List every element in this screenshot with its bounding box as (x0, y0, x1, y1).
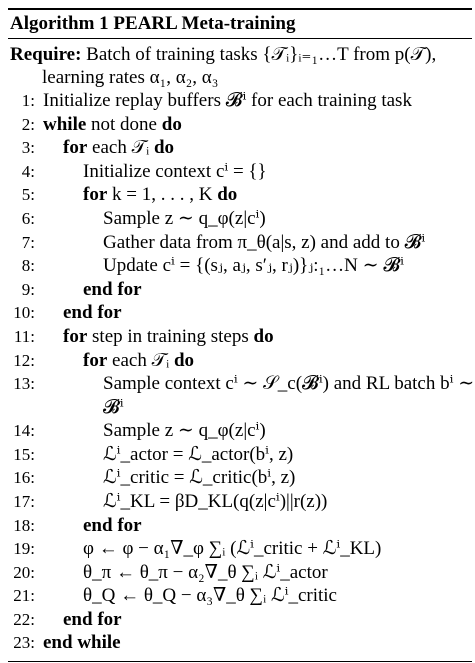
line-text (63, 301, 122, 325)
keyword: do (253, 325, 274, 347)
line-text (83, 514, 142, 538)
statement: Sample context cⁱ ∼ 𝒮_c(𝓑ⁱ) and RL batch bⁱ ∼ (103, 373, 475, 395)
line-number: 5: (21, 185, 35, 205)
statement: each 𝒯ᵢ (87, 137, 154, 159)
line-number: 2: (21, 114, 35, 134)
keyword: end for (63, 302, 122, 324)
keyword: end for (83, 278, 142, 300)
algorithm-line (8, 160, 472, 184)
require-line-1: Batch of training tasks {𝒯ᵢ}ᵢ₌₁…T from p(𝒯), (86, 44, 437, 65)
statement: not done (86, 113, 162, 135)
require-section (8, 43, 472, 89)
line-text (83, 584, 337, 608)
keyword: for (63, 325, 88, 347)
algorithm-line (8, 278, 472, 302)
keyword: for (63, 137, 88, 159)
algorithm-line (8, 349, 472, 373)
require-line-2: learning rates α₁, α₂, α₃ (42, 67, 219, 88)
algorithm-line (8, 490, 472, 514)
line-text (83, 160, 267, 184)
statement: Sample z ∼ q_φ(z|cⁱ) (103, 207, 266, 229)
bottom-rule (8, 661, 472, 662)
algorithm-line (8, 561, 472, 585)
line-text (63, 325, 274, 349)
statement: θ_Q ← θ_Q − α₃∇_θ ∑ᵢ ℒⁱ_critic (83, 585, 337, 607)
statement: Initialize context cⁱ = {} (83, 160, 267, 182)
line-text (83, 278, 142, 302)
algorithm-lines (8, 89, 475, 655)
line-number: 9: (21, 279, 35, 299)
line-number: 18: (13, 515, 35, 535)
statement: Update cⁱ = {(sⱼ, aⱼ, s′ⱼ, rⱼ)}ⱼ:₁…N ∼ 𝓑ⁱ (103, 255, 404, 277)
algorithm-line (8, 231, 472, 255)
line-text (63, 136, 174, 160)
algorithm-line (8, 631, 472, 655)
line-text (103, 207, 266, 231)
require-keyword: Require: (10, 44, 82, 65)
algorithm-line (8, 537, 472, 561)
algorithm-line (8, 183, 472, 207)
algorithm-line (8, 466, 472, 490)
algorithm-line (8, 584, 472, 608)
line-number: 19: (13, 539, 35, 559)
statement: ℒⁱ_actor = ℒ_actor(bⁱ, z) (103, 443, 294, 465)
algorithm-line (8, 89, 472, 113)
line-number: 6: (21, 208, 35, 228)
line-number: 1: (21, 91, 35, 110)
algorithm-line (8, 419, 472, 443)
keyword: while (43, 113, 87, 135)
line-number: 21: (13, 586, 35, 606)
keyword: end for (63, 608, 122, 630)
line-text (103, 254, 404, 278)
line-number: 11: (13, 326, 35, 346)
line-text (83, 561, 328, 585)
algorithm-line (8, 136, 472, 160)
statement: ℒⁱ_critic = ℒ_critic(bⁱ, z) (103, 467, 296, 489)
statement: θ_π ← θ_π − α₂∇_θ ∑ᵢ ℒⁱ_actor (83, 561, 328, 583)
algorithm-line (8, 514, 472, 538)
keyword: end for (83, 514, 142, 536)
statement: ℒⁱ_KL = βD_KL(q(z|cⁱ)||r(z)) (103, 490, 328, 512)
statement: each 𝒯ᵢ (107, 349, 174, 371)
algorithm-line (8, 608, 472, 632)
algorithm-caption: Algorithm 1 PEARL Meta-training (10, 13, 296, 34)
line-text (83, 183, 237, 207)
line-number: 15: (13, 444, 35, 464)
line-number: 14: (13, 421, 35, 441)
line-text (103, 419, 266, 443)
line-text (43, 113, 182, 137)
line-text (43, 631, 121, 655)
keyword: do (173, 349, 195, 371)
line-text (83, 349, 194, 373)
line-number: 12: (13, 350, 35, 370)
line-text (103, 443, 293, 467)
keyword: do (217, 184, 238, 206)
line-text (83, 537, 381, 561)
line-number: 3: (21, 138, 35, 158)
statement: step in training steps (87, 325, 254, 347)
line-number: 23: (13, 633, 35, 653)
keyword: for (83, 349, 108, 371)
algorithm-line (8, 301, 472, 325)
statement: Gather data from π_θ(a|s, z) and add to 𝓑ⁱ (103, 231, 426, 253)
line-number: 8: (21, 256, 35, 276)
line-number: 7: (21, 232, 35, 252)
line-text (103, 466, 295, 490)
algorithm-line (8, 113, 472, 137)
line-number: 16: (13, 468, 35, 488)
line-text (103, 490, 327, 514)
algorithm-line (8, 443, 472, 467)
line-text (103, 231, 425, 255)
statement: Initialize replay buffers 𝓑ⁱ for each training task (43, 90, 412, 111)
algorithm-body (8, 39, 475, 659)
algorithm-line (8, 207, 472, 231)
line-number: 10: (13, 303, 35, 323)
statement: Sample z ∼ q_φ(z|cⁱ) (103, 420, 266, 442)
keyword: do (161, 113, 182, 135)
line-text (103, 372, 474, 419)
algorithm-line (8, 325, 472, 349)
line-number: 20: (13, 562, 35, 582)
algorithm-line (8, 254, 472, 278)
line-text (43, 89, 412, 113)
line-text (63, 608, 122, 632)
keyword: for (83, 184, 108, 206)
algorithm-block (8, 8, 475, 662)
line-number: 17: (13, 491, 35, 511)
line-number: 4: (21, 161, 35, 181)
statement: φ ← φ − α₁∇_φ ∑ᵢ (ℒⁱ_critic + ℒⁱ_KL) (83, 538, 382, 560)
line-number: 22: (13, 609, 35, 629)
line-number: 13: (13, 374, 35, 394)
keyword: do (153, 137, 175, 159)
keyword: end while (43, 632, 121, 654)
statement: k = 1, . . . , K (107, 184, 218, 206)
algorithm-line (8, 372, 475, 419)
statement-continuation: 𝓑ⁱ (103, 396, 124, 418)
